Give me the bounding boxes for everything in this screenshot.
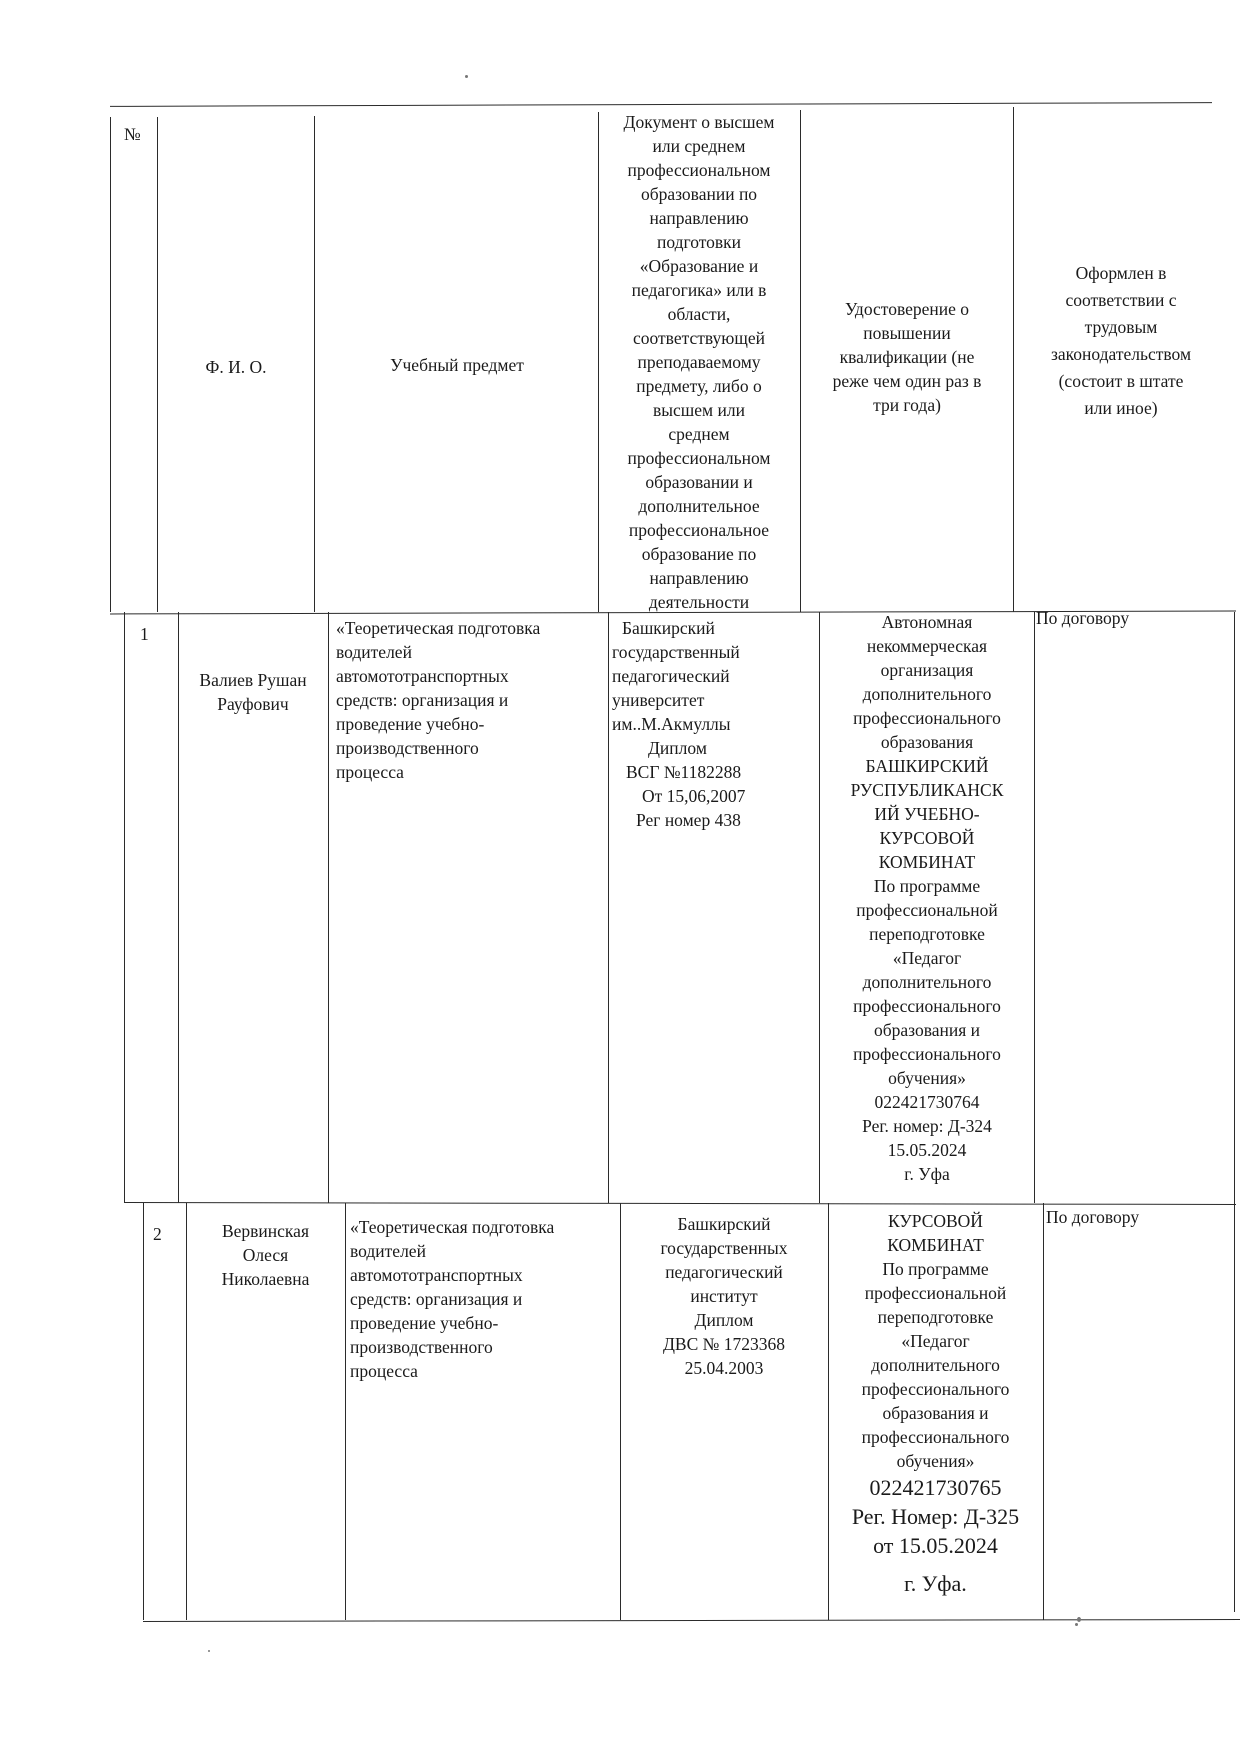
row-2-fio: Вервинская Олеся Николаевна: [221, 1221, 310, 1289]
col-border-2c: [345, 1203, 346, 1620]
row-2-qualification-certificate: КУРСОВОЙ КОМБИНАТ По программе профессиональной переподготовке «Педагог дополнительного профессионального образования и профессионального обучения» 022421730765 Рег. Номер: Д-325 от 15.05.2024 г. Уфа.: [851, 1211, 1020, 1596]
row-2-employment-status: По договору: [1046, 1207, 1140, 1227]
col-border-5: [1013, 107, 1014, 612]
row-1-number: 1: [140, 624, 149, 644]
right-edge-border: [1234, 612, 1235, 1612]
row-1-employment-status: По договору: [1036, 608, 1130, 628]
col-border-2b: [328, 612, 329, 1203]
col-border-5b: [1034, 612, 1035, 1203]
row-2-number: 2: [153, 1224, 162, 1244]
row-1-subject: «Теоретическая подготовка водителей автомототранспортных средств: организация и проведение учебно- производственного процесса: [336, 618, 541, 782]
row-2-education-document: Башкирский государственных педагогический институт Диплом ДВС № 1723368 25.04.2003: [660, 1214, 788, 1378]
col-border-5c: [1043, 1203, 1044, 1620]
col-border-0b: [124, 612, 125, 1203]
header-subject: Учебный предмет: [390, 355, 524, 375]
col-border-3c: [620, 1203, 621, 1620]
col-border-1b: [178, 612, 179, 1203]
col-border-1: [157, 117, 158, 612]
scan-speck: [208, 1650, 210, 1652]
scan-speck: [1075, 1623, 1078, 1626]
col-border-4b: [819, 612, 820, 1203]
header-number: №: [124, 124, 141, 144]
scan-speck: [1077, 1617, 1081, 1622]
col-border-3: [598, 112, 599, 612]
col-border-0c: [143, 1203, 144, 1620]
table-top-border: [110, 102, 1212, 107]
header-fio: Ф. И. О.: [205, 357, 267, 377]
table-bottom-border: [143, 1619, 1240, 1622]
col-border-2: [314, 116, 315, 612]
col-border-1c: [186, 1203, 187, 1620]
col-border-3b: [608, 612, 609, 1203]
header-education-document: Документ о высшем или среднем профессиональном образовании по направлению подготовки «Образование и педагогика» или в области, соответствующей преподаваемому предмету, либо о высшем или среднем профессиональном образовании и дополнительное профессиональное образование по направлению деятельности: [600, 110, 798, 614]
row-1-fio: Валиев Рушан Рауфович: [199, 670, 307, 714]
header-qualification-certificate: Удостоверение о повышении квалификации (не реже чем один раз в три года): [832, 299, 982, 415]
header-education-line: деятельности: [648, 592, 750, 612]
col-border-4: [800, 110, 801, 612]
row-2-subject: «Теоретическая подготовка водителей автомототранспортных средств: организация и проведение учебно- производственного процесса: [350, 1217, 555, 1381]
scan-speck: [465, 75, 468, 78]
row-1-qualification-certificate: Автономная некоммерческая организация дополнительного профессионального образования БАШКИРСКИЙ РУСПУБЛИКАНСК ИЙ УЧЕБНО- КУРСОВОЙ КОМБИНАТ По программе профессиональной переподготовке «Педагог дополнительного профессионального образования и профессионального обучения» 022421730764 Рег. номер: Д-324 15.05.2024 г. Уфа: [850, 612, 1004, 1184]
col-border-0: [110, 117, 111, 612]
header-employment-status: Оформлен в соответствии с трудовым законодательством (состоит в штате или иное): [1050, 263, 1192, 418]
row-1-education-document: Башкирский государственный педагогический университет им..М.Акмуллы Диплом ВСГ №1182288 От 15,06,2007 Рег номер 438: [612, 618, 746, 830]
col-border-4c: [828, 1203, 829, 1620]
